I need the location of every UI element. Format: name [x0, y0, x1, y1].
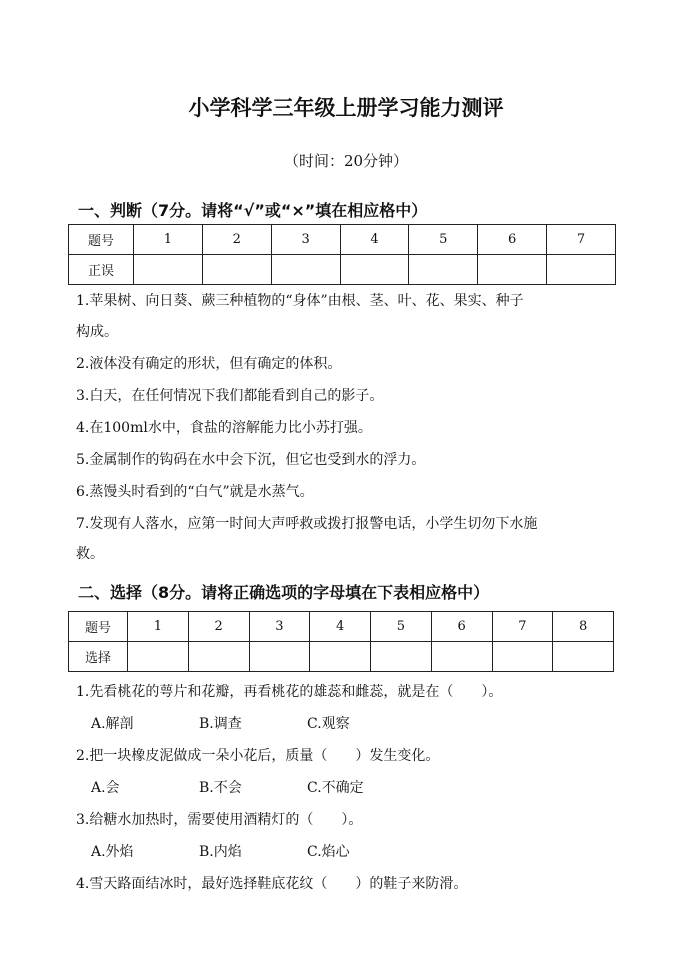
row-label: 题号 — [69, 225, 134, 255]
answer-cell[interactable] — [553, 642, 614, 672]
question-number: 7 — [492, 612, 553, 642]
question-number: 8 — [553, 612, 614, 642]
section1-answer-table — [68, 224, 616, 285]
question-number: 4 — [340, 225, 409, 255]
question-number: 1 — [128, 612, 189, 642]
question-number: 7 — [547, 225, 616, 255]
question-number: 3 — [271, 225, 340, 255]
question-number: 3 — [249, 612, 310, 642]
table-row — [69, 642, 614, 672]
s1-question-1: 1.苹果树、向日葵、蕨三种植物的“身体”由根、茎、叶、花、果实、种子 — [76, 293, 524, 309]
section1-heading: 一、判断（7分。请将“√”或“×”填在相应格中） — [78, 201, 428, 220]
option-a: A.外焰 — [91, 844, 134, 860]
answer-cell[interactable] — [371, 642, 432, 672]
question-number: 5 — [371, 612, 432, 642]
table-row — [69, 225, 616, 255]
answer-cell[interactable] — [431, 642, 492, 672]
question-number: 2 — [188, 612, 249, 642]
answer-cell[interactable] — [249, 642, 310, 672]
table-row — [69, 612, 614, 642]
question-number: 2 — [202, 225, 271, 255]
s1-question-1-cont: 构成。 — [76, 324, 118, 340]
s1-question-6: 6.蒸馒头时看到的“白气”就是水蒸气。 — [76, 484, 314, 500]
option-b: B.不会 — [199, 780, 242, 796]
s1-question-5: 5.金属制作的钩码在水中会下沉，但它也受到水的浮力。 — [76, 452, 426, 468]
question-number: 1 — [134, 225, 203, 255]
answer-cell[interactable] — [478, 255, 547, 285]
answer-cell[interactable] — [134, 255, 203, 285]
s2-question-2-options — [91, 777, 415, 797]
table-row — [69, 255, 616, 285]
answer-cell[interactable] — [409, 255, 478, 285]
option-a: A.会 — [91, 780, 120, 796]
page-title: 小学科学三年级上册学习能力测评 — [188, 96, 504, 120]
s2-question-1: 1.先看桃花的萼片和花瓣，再看桃花的雄蕊和雌蕊，就是在（ ）。 — [76, 684, 503, 700]
option-c: C.焰心 — [307, 844, 350, 860]
s2-question-2: 2.把一块橡皮泥做成一朵小花后，质量（ ）发生变化。 — [76, 748, 440, 764]
s2-question-3-options — [91, 841, 415, 861]
s2-question-4: 4.雪天路面结冰时，最好选择鞋底花纹（ ）的鞋子来防滑。 — [76, 876, 468, 892]
s1-question-7: 7.发现有人落水，应第一时间大声呼救或拨打报警电话，小学生切勿下水施 — [76, 516, 538, 532]
s2-question-3: 3.给糖水加热时，需要使用酒精灯的（ ）。 — [76, 812, 363, 828]
question-number: 4 — [310, 612, 371, 642]
option-b: B.内焰 — [199, 844, 242, 860]
question-number: 6 — [478, 225, 547, 255]
answer-cell[interactable] — [492, 642, 553, 672]
answer-cell[interactable] — [128, 642, 189, 672]
row-label: 题号 — [69, 612, 128, 642]
answer-cell[interactable] — [547, 255, 616, 285]
option-a: A.解剖 — [91, 716, 134, 732]
question-number: 6 — [431, 612, 492, 642]
option-c: C.不确定 — [307, 780, 364, 796]
s2-question-1-options — [91, 713, 415, 733]
answer-cell[interactable] — [202, 255, 271, 285]
answer-cell[interactable] — [340, 255, 409, 285]
answer-cell[interactable] — [188, 642, 249, 672]
section2-answer-table — [68, 611, 614, 672]
option-b: B.调查 — [199, 716, 242, 732]
s1-question-4: 4.在100ml水中，食盐的溶解能力比小苏打强。 — [76, 420, 372, 436]
answer-cell[interactable] — [271, 255, 340, 285]
s1-question-2: 2.液体没有确定的形状，但有确定的体积。 — [76, 356, 342, 372]
question-number: 5 — [409, 225, 478, 255]
s1-question-7-cont: 救。 — [76, 546, 104, 562]
option-c: C.观察 — [307, 716, 350, 732]
section2-heading: 二、选择（8分。请将正确选项的字母填在下表相应格中） — [78, 583, 490, 602]
s1-question-3: 3.白天，在任何情况下我们都能看到自己的影子。 — [76, 388, 384, 404]
row-label: 正误 — [69, 255, 134, 285]
row-label: 选择 — [69, 642, 128, 672]
answer-cell[interactable] — [310, 642, 371, 672]
time-limit: （时间：20分钟） — [283, 152, 409, 170]
